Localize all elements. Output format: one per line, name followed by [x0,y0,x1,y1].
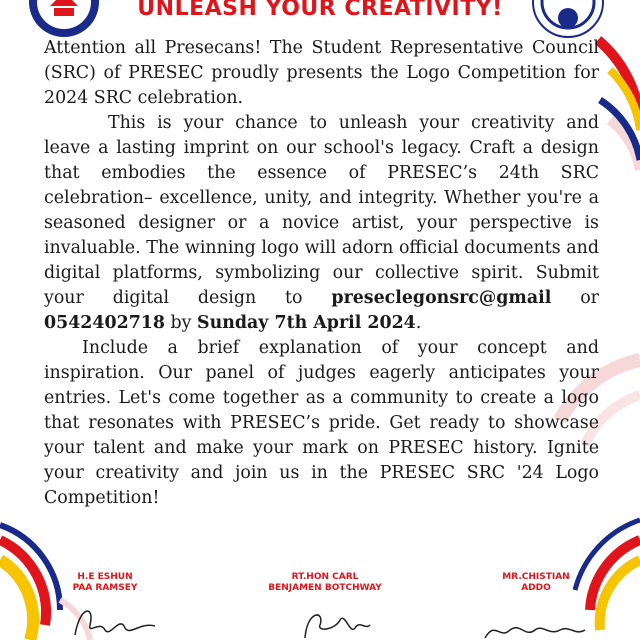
signature-icon [70,600,160,640]
submission-phone[interactable]: 0542402718 [44,313,166,333]
submission-email[interactable]: preseclegonsrc@gmail [331,288,552,308]
paragraph-intro: Attention all Presecans! The Student Representative Council (SRC) of PRESEC proudly presents the Logo Competition for 2024 SRC celebration. [44,38,599,108]
signatory-1 [5,572,205,594]
signatory-2-line1: RT.HON CARL [291,572,359,582]
signatory-1-line1: H.E ESHUN [77,572,133,582]
period: . [415,313,422,333]
announcement-body [44,36,599,511]
signatory-2 [225,572,425,594]
paragraph-details [44,111,599,336]
signatory-1-line2: PAA RAMSEY [72,583,138,593]
details-text: This is your chance to unleash your creativity and leave a lasting imprint on our school's legacy. Craft a design that embodies the essence of PRESEC’s 24th SRC celebration– excellence, unity, and integrity. Whether you're a seasoned designer or a novice artist, your perspective is invaluable. The winning logo will adorn official documents and digital platforms, symbolizing our collective spirit. Submit your digital design to [44,113,599,308]
signatory-3-line1: MR.CHISTIAN [502,572,570,582]
or-text: or [551,288,599,308]
signature-icon [295,600,375,640]
paragraph-closing: Include a brief explanation of your concept and inspiration. Our panel of judges eagerly anticipates your entries. Let's come together as a community to create a logo that resonates with PRESEC’s pride. Get ready to showcase your talent and make your mark on PRESEC history. Ignite your creativity and join us in the PRESEC SRC '24 Logo Competition! [44,338,599,508]
by-text: by [165,313,198,333]
deadline: Sunday 7th April 2024 [197,313,416,333]
signatory-3 [436,572,636,594]
headline: UNLEASH YOUR CREATIVITY! [137,0,503,21]
signatory-2-line2: BENJAMEN BOTCHWAY [268,583,382,593]
signature-icon [480,600,590,640]
signatory-3-line2: ADDO [521,583,551,593]
